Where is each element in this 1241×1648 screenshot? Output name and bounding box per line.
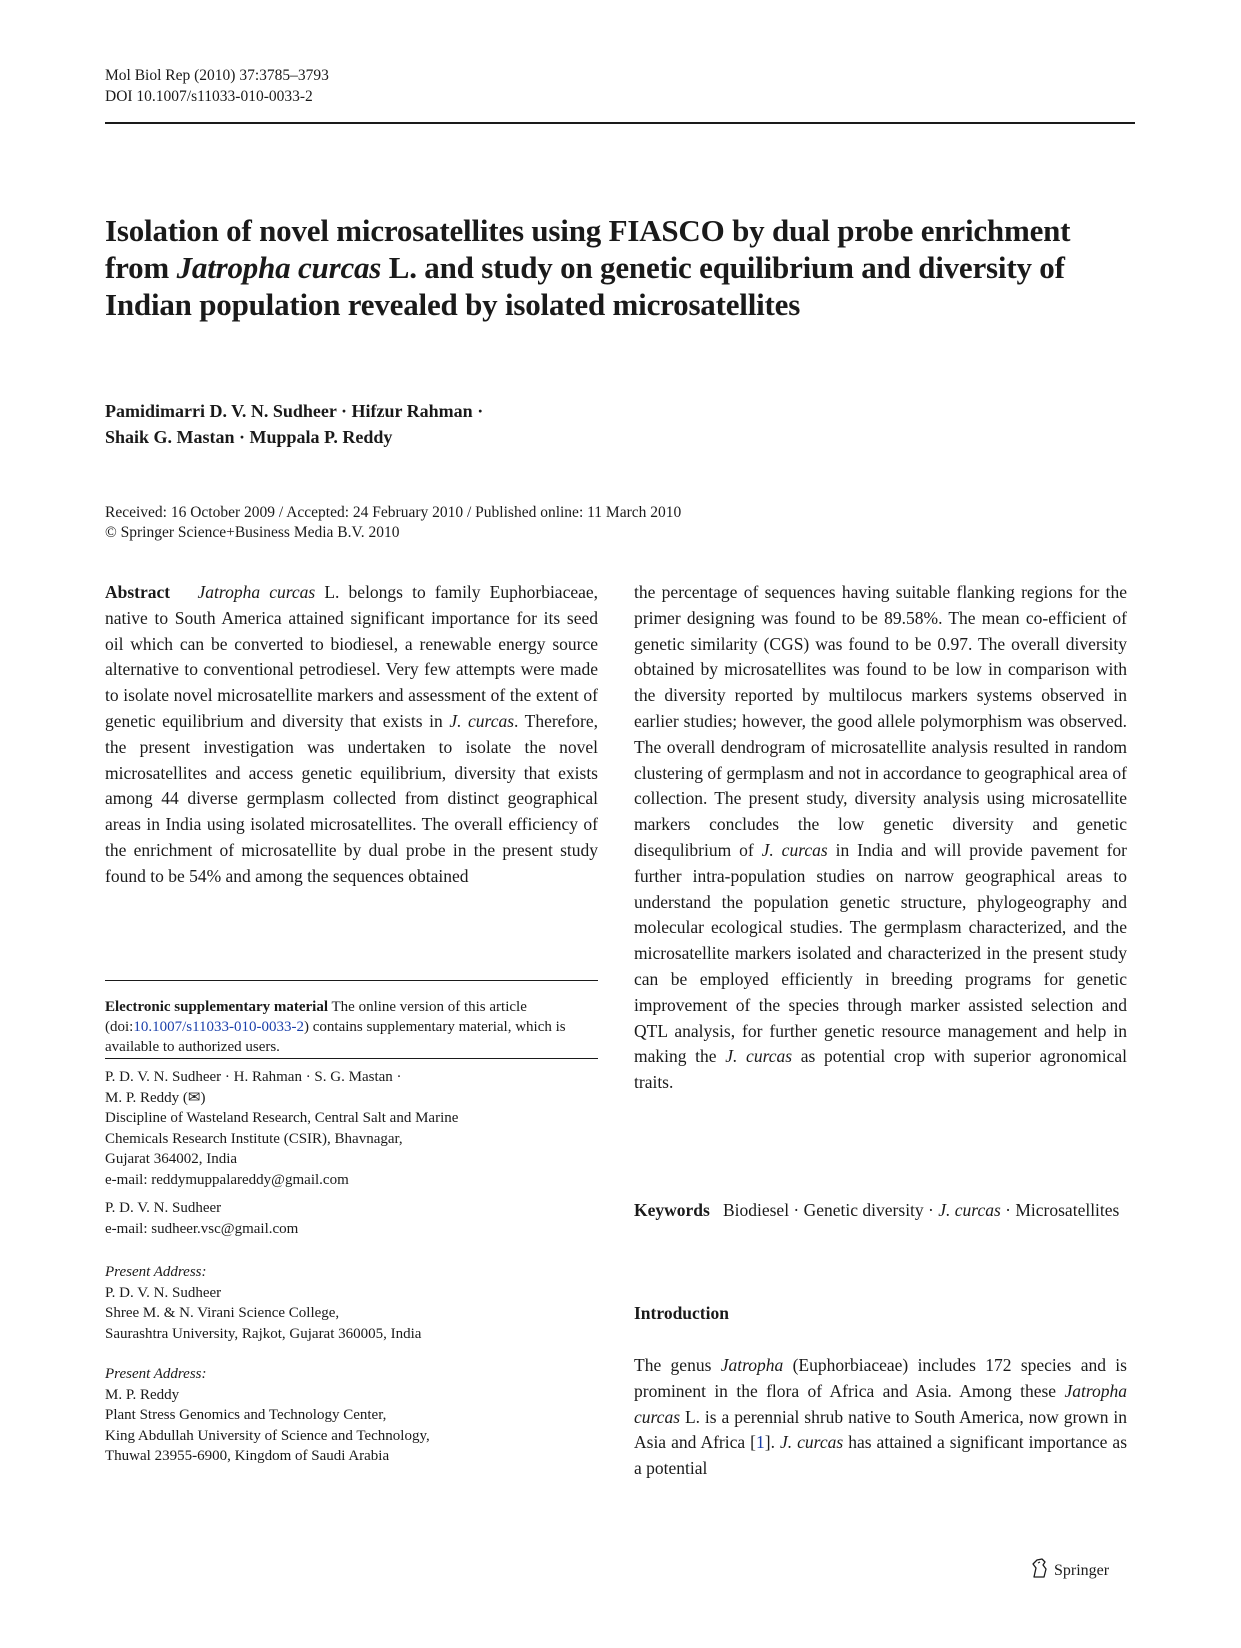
intro-text: has attained a significant importance as a potential bbox=[634, 1432, 1127, 1479]
present-address-label: Present Address: bbox=[105, 1264, 207, 1280]
intro-text: The genus bbox=[634, 1355, 721, 1375]
intro-genus: Jatropha bbox=[720, 1355, 784, 1375]
footnote-divider-top bbox=[105, 980, 598, 981]
affiliation-line: Gujarat 364002, India bbox=[105, 1151, 238, 1167]
keywords-text-1: Biodiesel · Genetic diversity · bbox=[722, 1200, 939, 1220]
received-accepted-line: Received: 16 October 2009 / Accepted: 24 February 2010 / Published online: 11 March 2010 bbox=[105, 504, 682, 521]
abstract-text-1: L. belongs to family Euphorbiaceae, native to South America attained significant importance for its seed oil which can be converted to biodiesel, a renewable energy source alternative to conventional petrodiesel. Very few attempts were made to isolate novel microsatellite markers and assessment of the extent of genetic equilibrium and diversity that exists in bbox=[105, 582, 599, 731]
keywords-species: J. curcas bbox=[938, 1200, 1001, 1220]
footnote-divider-bottom bbox=[105, 1058, 598, 1059]
publisher-footer bbox=[1030, 1557, 1109, 1584]
citation-link[interactable]: 1 bbox=[756, 1432, 765, 1453]
affiliation-line: Discipline of Wasteland Research, Central Salt and Marine bbox=[105, 1110, 459, 1126]
affiliation-line: Saurashtra University, Rajkot, Gujarat 360005, India bbox=[105, 1325, 422, 1342]
supplementary-heading: Electronic supplementary material bbox=[105, 999, 329, 1015]
keywords-heading: Keywords bbox=[634, 1200, 710, 1220]
abstract-species-short-2: J. curcas bbox=[761, 839, 828, 860]
abstract-species: Jatropha curcas bbox=[197, 582, 316, 602]
header-divider bbox=[105, 122, 1135, 124]
doi-line: DOI 10.1007/s11033-010-0033-2 bbox=[105, 88, 313, 105]
affiliation-line: Chemicals Research Institute (CSIR), Bhavnagar, bbox=[105, 1130, 403, 1147]
title-part-2: L. and study on genetic equilibrium and diversity of Indian population revealed by isolated microsatellites bbox=[105, 250, 1065, 322]
intro-species: Jatropha curcas bbox=[634, 1380, 1127, 1427]
publisher-name: Springer bbox=[1054, 1561, 1110, 1579]
journal-header bbox=[105, 65, 329, 107]
affiliation-email[interactable]: e-mail: sudheer.vsc@gmail.com bbox=[105, 1220, 299, 1237]
abstract-right-text-1: the percentage of sequences having suitable flanking regions for the primer designing was found to be 89.58%. The mean co-efficient of genetic similarity (CGS) was found to be 0.97. The overall diversity obtained by microsatellites was found to be low in comparison with the diversity reported by multilocus markers systems observed in earlier studies; however, the good allele polymorphism was observed. The overall dendrogram of microsatellite analysis resulted in random clustering of germplasm and not in accordance to geographical area of collection. The present study, diversity analysis using microsatellite markers concludes the low genetic diversity and genetic disequlibrium of bbox=[634, 582, 1127, 860]
intro-text: L. is a perennial shrub native to South America, now grown in Asia and Africa [ bbox=[634, 1406, 1127, 1453]
abstract-right-text-2: in India and will provide pavement for further intra-population studies on narrow geographical areas to understand the population genetic structure, phylogeography and molecular ecological studies. The germplasm characterized, and the microsatellite markers isolated and characterized in the present study can be employed efficiently in breeding programs for genetic improvement of the species through marker assisted selection and QTL analysis, for further genetic resource management and help in making the bbox=[634, 839, 1128, 1067]
keywords-text-2: · Microsatellites bbox=[1000, 1200, 1120, 1220]
supplementary-text-1: The online version of this article (doi: bbox=[105, 999, 527, 1035]
intro-text: ]. bbox=[764, 1432, 780, 1453]
supplementary-text-2: ) contains supplementary material, which is available to authorized users. bbox=[105, 1019, 566, 1055]
publication-dates bbox=[105, 503, 1005, 543]
keywords bbox=[634, 1198, 1127, 1224]
abstract-text-2: . Therefore, the present investigation was undertaken to isolate the novel microsatellites and access genetic equilibrium, diversity that exists among 44 diverse germplasm collected from distinct geographical areas in India using isolated microsatellites. The overall efficiency of the enrichment of microsatellite by dual probe in the present study found to be 54% and among the sequences obtained bbox=[105, 710, 598, 886]
abstract-species-short: J. curcas bbox=[449, 710, 515, 731]
intro-species-short: J. curcas bbox=[779, 1432, 844, 1453]
present-address-label: Present Address: bbox=[105, 1366, 207, 1382]
affiliation-line: P. D. V. N. Sudheer bbox=[105, 1200, 222, 1216]
affiliation-line: Thuwal 23955-6900, Kingdom of Saudi Arabia bbox=[105, 1448, 390, 1464]
affiliation-line: P. D. V. N. Sudheer · H. Rahman · S. G. Mastan · bbox=[105, 1069, 402, 1085]
intro-text: (Euphorbiaceae) includes 172 species and is prominent in the flora of Africa and Asia. Among these bbox=[634, 1355, 1127, 1401]
supplementary-note bbox=[105, 997, 598, 1057]
supplementary-doi-link[interactable]: 10.1007/s11033-010-0033-2 bbox=[133, 1019, 305, 1035]
springer-horse-icon bbox=[1030, 1557, 1050, 1584]
affiliation-line: King Abdullah University of Science and Technology, bbox=[105, 1427, 430, 1444]
affiliation-line: P. D. V. N. Sudheer bbox=[105, 1284, 222, 1301]
affiliation-line: Shree M. & N. Virani Science College, bbox=[105, 1305, 340, 1321]
abstract-left-column bbox=[105, 580, 598, 890]
affiliation-block-4 bbox=[105, 1364, 598, 1467]
abstract-heading: Abstract bbox=[105, 582, 171, 602]
author-line-2: Shaik G. Mastan · Muppala P. Reddy bbox=[105, 427, 393, 447]
abstract-right-text-3: as potential crop with superior agronomical traits. bbox=[634, 1046, 1127, 1093]
affiliation-block-3 bbox=[105, 1262, 598, 1344]
author-list bbox=[105, 398, 805, 450]
affiliation-line: M. P. Reddy (✉) bbox=[105, 1089, 206, 1106]
title-part-1: Isolation of novel microsatellites using FIASCO by dual probe enrichment from bbox=[105, 213, 1071, 285]
journal-citation: Mol Biol Rep (2010) 37:3785–3793 bbox=[105, 67, 329, 84]
copyright-line: © Springer Science+Business Media B.V. 2010 bbox=[105, 524, 400, 541]
author-line-1: Pamidimarri D. V. N. Sudheer · Hifzur Rahman · bbox=[105, 401, 484, 421]
affiliation-block-2 bbox=[105, 1198, 598, 1239]
paper-title bbox=[105, 212, 1115, 323]
affiliation-line: M. P. Reddy bbox=[105, 1386, 180, 1403]
abstract-right-column bbox=[634, 580, 1127, 1096]
introduction-body bbox=[634, 1353, 1127, 1482]
affiliation-block-1 bbox=[105, 1067, 598, 1190]
title-species: Jatropha curcas bbox=[176, 250, 382, 285]
affiliation-line: Plant Stress Genomics and Technology Center, bbox=[105, 1407, 387, 1423]
abstract-species-short-3: J. curcas bbox=[725, 1046, 793, 1067]
affiliation-email[interactable]: e-mail: reddymuppalareddy@gmail.com bbox=[105, 1171, 349, 1188]
introduction-heading: Introduction bbox=[634, 1303, 729, 1323]
